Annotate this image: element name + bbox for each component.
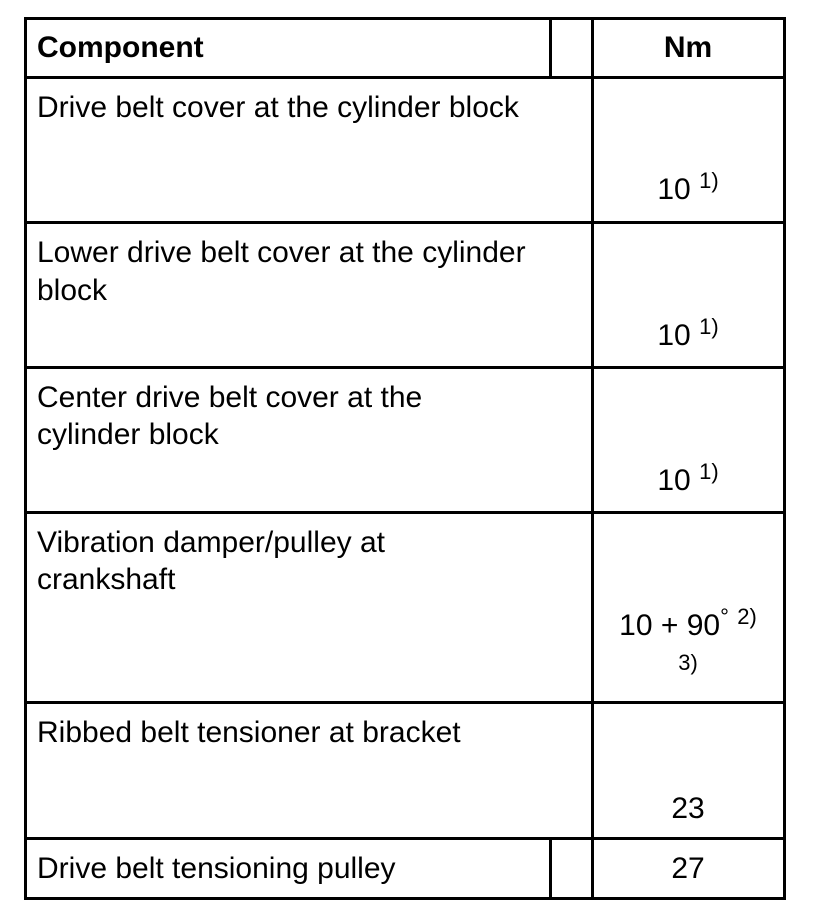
row-torque-value: 23: [671, 792, 705, 825]
header-component: Component: [37, 31, 204, 64]
row-divider: [24, 366, 786, 369]
table-border-right: [783, 17, 786, 900]
empty-column-divider: [549, 17, 552, 79]
header-nm: Nm: [663, 31, 713, 64]
row-torque-value: 10 $^{1)}$: [657, 168, 719, 206]
row-divider: [24, 701, 786, 704]
table-border-left: [24, 17, 27, 900]
row-component-label: Drive belt cover at the cylinder block: [37, 91, 519, 124]
column-divider: [591, 17, 594, 900]
empty-column-divider: [549, 837, 552, 900]
row-component-label: Center drive belt cover at the: [37, 381, 423, 414]
row-divider: [24, 76, 786, 79]
table-border-bottom: [24, 897, 786, 900]
row-component-label-continued: block: [37, 274, 108, 307]
row-component-label: Ribbed belt tensioner at bracket: [37, 716, 461, 749]
row-torque-value: 10 $^{1)}$: [657, 459, 719, 497]
row-component-label: Lower drive belt cover at the cylinder: [37, 236, 526, 269]
row-torque-value: 27: [671, 852, 705, 885]
row-component-label: Drive belt tensioning pulley: [37, 852, 396, 885]
row-divider: [24, 511, 786, 514]
table-border-top: [24, 17, 786, 20]
row-component-label-continued: cylinder block: [37, 418, 219, 451]
row-divider: [24, 837, 786, 840]
row-component-label-continued: crankshaft: [37, 563, 176, 596]
row-torque-value: 10 + 90° $^{2)}$: [619, 604, 757, 642]
row-divider: [24, 221, 786, 224]
row-component-label: Vibration damper/pulley at: [37, 526, 385, 559]
row-footnote-marker: 3): [678, 650, 698, 675]
row-torque-value: 10 $^{1)}$: [657, 314, 719, 352]
